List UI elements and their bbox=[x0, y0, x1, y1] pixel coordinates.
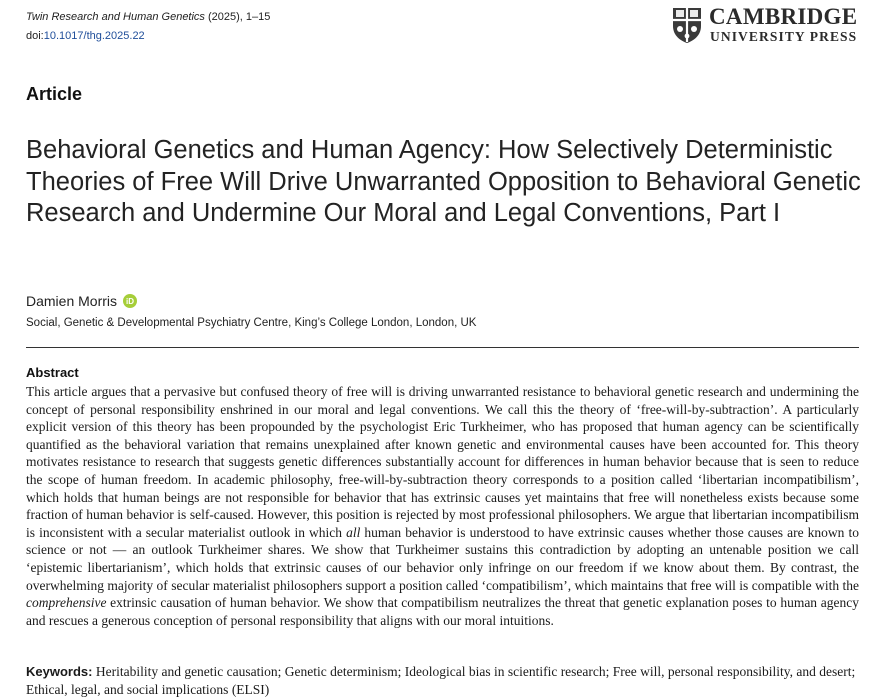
abstract-divider bbox=[26, 347, 859, 348]
keywords bbox=[26, 663, 859, 698]
author-name: Damien Morris bbox=[26, 293, 118, 309]
journal-citation bbox=[26, 11, 270, 23]
author-affiliation: Social, Genetic & Developmental Psychiatry Centre, King’s College London, London, UK bbox=[26, 317, 477, 329]
journal-volume-pages: (2025), 1–15 bbox=[204, 11, 271, 23]
university-shield-icon bbox=[671, 6, 703, 44]
abstract-text-part-3: extrinsic causation of human behavior. We show that compatibilism neutralizes the threat that genetic explanation poses to human agency and rescues a generous conception of personal responsibility that aligns with our moral intuitions. bbox=[26, 595, 859, 628]
publisher-name: CAMBRIDGE bbox=[709, 4, 858, 29]
paper-title: Behavioral Genetics and Human Agency: How Selectively Deterministic Theories of Free Will Drive Unwarranted Opposition to Behavioral Genetic Research and Undermine Our Moral and Legal Conventions, Part I bbox=[26, 136, 861, 227]
publisher-subname: UNIVERSITY PRESS bbox=[710, 29, 858, 44]
keywords-label: Keywords: bbox=[26, 664, 93, 679]
doi-prefix: doi: bbox=[26, 30, 44, 42]
doi-link[interactable]: 10.1017/thg.2025.22 bbox=[43, 30, 145, 42]
publisher-logo bbox=[671, 4, 863, 46]
author-line bbox=[26, 293, 137, 309]
abstract-text-part-2: human behavior is understood to have extrinsic causes whether those causes are known to science or not — an outlook Turkheimer shares. We show that Turkheimer sustains this contradiction by adopting an untenable position we call ‘epistemic libertarianism’, which holds that extrinsic causes of our behavior only infringe on our freedom if we know about them. By contrast, the overwhelming majority of secular materialist philosophers support a position called ‘compatibilism’, which maintains that free will is compatible with the bbox=[26, 524, 859, 593]
abstract-heading: Abstract bbox=[26, 365, 79, 380]
keywords-text: Heritability and genetic causation; Genetic determinism; Ideological bias in scientific research; Free will, personal responsibility, and desert; Ethical, legal, and social implications (ELSI) bbox=[26, 664, 856, 697]
journal-title: Twin Research and Human Genetics bbox=[26, 11, 205, 23]
abstract-emphasis-all: all bbox=[346, 524, 361, 540]
orcid-icon[interactable]: iD bbox=[123, 294, 137, 308]
article-type-label: Article bbox=[26, 84, 83, 104]
abstract-emphasis-comprehensive: comprehensive bbox=[26, 595, 107, 611]
abstract-text-part-1: This article argues that a pervasive but confused theory of free will is driving unwarranted resistance to behavioral genetic research and undermining the concept of personal responsibility enshrined in our moral and legal conventions. We call this the theory of ‘free-will-by-subtraction’. A particularly explicit version of this theory has been propounded by the psychologist Eric Turkheimer, who has proposed that human agency can be scientifically quantified as the behavioral variation that remains unexplained after known genetic and environmental causes have been accounted for. This theory motivates resistance to research that suggests genetic differences substantially account for differences in human behavior because that is seen to reduce the scope of human freedom. In academic philosophy, free-will-by-subtraction theory corresponds to a position called ‘libertarian incompatibilism’, which holds that human beings are not responsible for behavior that has extrinsic causes yet maintains that free will nonetheless exists because some fraction of human behavior is self-caused. However, this position is rejected by most professional philosophers. We argue that libertarian incompatibilism is inconsistent with a secular materialist outlook in which bbox=[26, 384, 859, 540]
abstract-text bbox=[26, 383, 859, 629]
doi-line bbox=[26, 30, 145, 42]
